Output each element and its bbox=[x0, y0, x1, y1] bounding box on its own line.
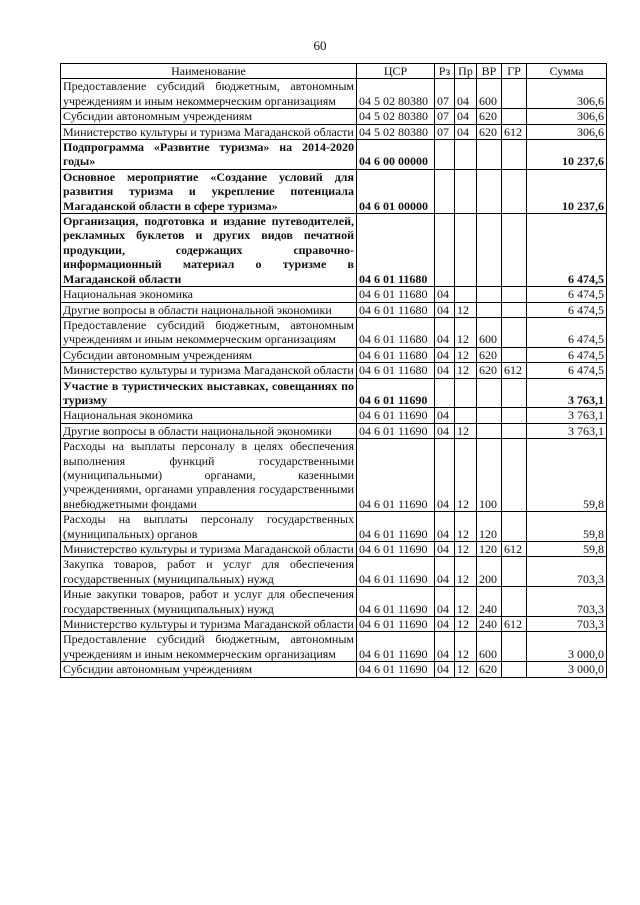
row-name: Предоставление субсидий бюджетным, автономным учреждениям и иным некоммерческим организациям bbox=[61, 317, 357, 347]
row-vr: 620 bbox=[477, 124, 502, 139]
row-gr bbox=[502, 512, 527, 542]
row-csr: 04 5 02 80380 bbox=[357, 124, 435, 139]
row-rz: 07 bbox=[435, 79, 455, 109]
table-header-row bbox=[61, 64, 607, 79]
row-vr bbox=[477, 302, 502, 317]
table-row bbox=[61, 408, 607, 423]
row-csr: 04 5 02 80380 bbox=[357, 79, 435, 109]
row-sum: 10 237,6 bbox=[527, 169, 607, 213]
row-gr bbox=[502, 423, 527, 438]
row-sum: 3 763,1 bbox=[527, 408, 607, 423]
table-row bbox=[61, 617, 607, 632]
table-row bbox=[61, 587, 607, 617]
row-csr: 04 6 01 11690 bbox=[357, 617, 435, 632]
row-gr bbox=[502, 378, 527, 408]
row-pr: 04 bbox=[455, 124, 477, 139]
row-vr: 100 bbox=[477, 439, 502, 512]
row-pr: 12 bbox=[455, 512, 477, 542]
table-row bbox=[61, 347, 607, 362]
row-name: Другие вопросы в области национальной экономики bbox=[61, 302, 357, 317]
header-vr: ВР bbox=[477, 64, 502, 79]
table-row bbox=[61, 512, 607, 542]
header-gr: ГР bbox=[502, 64, 527, 79]
row-gr bbox=[502, 347, 527, 362]
row-pr: 12 bbox=[455, 317, 477, 347]
page-number: 60 bbox=[313, 38, 327, 53]
row-sum: 703,3 bbox=[527, 587, 607, 617]
row-name: Расходы на выплаты персоналу государственных (муниципальных) органов bbox=[61, 512, 357, 542]
row-name: Субсидии автономным учреждениям bbox=[61, 347, 357, 362]
row-name: Другие вопросы в области национальной экономики bbox=[61, 423, 357, 438]
row-name: Министерство культуры и туризма Магаданской области bbox=[61, 617, 357, 632]
row-pr: 04 bbox=[455, 79, 477, 109]
row-pr: 12 bbox=[455, 439, 477, 512]
row-csr: 04 6 01 00000 bbox=[357, 169, 435, 213]
row-vr bbox=[477, 423, 502, 438]
header-name: Наименование bbox=[61, 64, 357, 79]
row-vr: 240 bbox=[477, 587, 502, 617]
row-vr: 120 bbox=[477, 542, 502, 557]
row-vr: 200 bbox=[477, 557, 502, 587]
row-vr: 240 bbox=[477, 617, 502, 632]
row-rz: 04 bbox=[435, 512, 455, 542]
row-csr: 04 6 01 11690 bbox=[357, 408, 435, 423]
row-vr bbox=[477, 408, 502, 423]
row-sum: 306,6 bbox=[527, 79, 607, 109]
row-rz: 04 bbox=[435, 408, 455, 423]
table-row bbox=[61, 302, 607, 317]
row-rz: 04 bbox=[435, 632, 455, 662]
row-sum: 306,6 bbox=[527, 109, 607, 124]
row-csr: 04 6 01 11680 bbox=[357, 302, 435, 317]
budget-table bbox=[60, 63, 607, 678]
header-rz: Рз bbox=[435, 64, 455, 79]
row-rz: 04 bbox=[435, 302, 455, 317]
row-pr: 12 bbox=[455, 347, 477, 362]
row-sum: 59,8 bbox=[527, 542, 607, 557]
row-gr bbox=[502, 587, 527, 617]
row-vr: 600 bbox=[477, 632, 502, 662]
table-row bbox=[61, 109, 607, 124]
row-name: Предоставление субсидий бюджетным, автономным учреждениям и иным некоммерческим организациям bbox=[61, 79, 357, 109]
row-pr: 12 bbox=[455, 632, 477, 662]
row-csr: 04 6 01 11690 bbox=[357, 542, 435, 557]
header-sum: Сумма bbox=[527, 64, 607, 79]
row-pr bbox=[455, 408, 477, 423]
row-pr: 12 bbox=[455, 617, 477, 632]
row-rz: 04 bbox=[435, 317, 455, 347]
row-csr: 04 6 00 00000 bbox=[357, 140, 435, 170]
row-pr bbox=[455, 287, 477, 302]
row-rz: 04 bbox=[435, 662, 455, 677]
row-sum: 10 237,6 bbox=[527, 140, 607, 170]
row-vr: 620 bbox=[477, 109, 502, 124]
row-vr bbox=[477, 378, 502, 408]
row-sum: 6 474,5 bbox=[527, 347, 607, 362]
row-name: Национальная экономика bbox=[61, 287, 357, 302]
table-row bbox=[61, 287, 607, 302]
row-name: Расходы на выплаты персоналу в целях обеспечения выполнения функций государственными (муниципальными) органами, казенными учреждениями, органами управления государственными внебюджетными фондами bbox=[61, 439, 357, 512]
row-pr bbox=[455, 140, 477, 170]
row-csr: 04 6 01 11680 bbox=[357, 317, 435, 347]
table-row bbox=[61, 363, 607, 378]
row-name: Подпрограмма «Развитие туризма» на 2014-2020 годы» bbox=[61, 140, 357, 170]
table-row bbox=[61, 378, 607, 408]
row-rz: 07 bbox=[435, 109, 455, 124]
row-gr bbox=[502, 169, 527, 213]
row-gr bbox=[502, 140, 527, 170]
row-name: Субсидии автономным учреждениям bbox=[61, 109, 357, 124]
row-gr bbox=[502, 557, 527, 587]
row-pr: 12 bbox=[455, 423, 477, 438]
row-gr bbox=[502, 214, 527, 287]
row-name: Министерство культуры и туризма Магаданской области bbox=[61, 363, 357, 378]
row-gr: 612 bbox=[502, 363, 527, 378]
row-rz: 04 bbox=[435, 287, 455, 302]
table-row bbox=[61, 317, 607, 347]
row-csr: 04 6 01 11680 bbox=[357, 347, 435, 362]
row-pr bbox=[455, 169, 477, 213]
row-pr: 12 bbox=[455, 587, 477, 617]
row-sum: 59,8 bbox=[527, 439, 607, 512]
row-gr: 612 bbox=[502, 124, 527, 139]
row-gr bbox=[502, 439, 527, 512]
row-name: Основное мероприятие «Создание условий для развития туризма и укрепление потенциала Магаданской области в сфере туризма» bbox=[61, 169, 357, 213]
row-name: Субсидии автономным учреждениям bbox=[61, 662, 357, 677]
table-row bbox=[61, 439, 607, 512]
row-csr: 04 6 01 11690 bbox=[357, 557, 435, 587]
row-vr: 620 bbox=[477, 347, 502, 362]
row-rz bbox=[435, 214, 455, 287]
row-csr: 04 6 01 11680 bbox=[357, 214, 435, 287]
table-row bbox=[61, 632, 607, 662]
header-csr: ЦСР bbox=[357, 64, 435, 79]
row-pr: 12 bbox=[455, 302, 477, 317]
row-csr: 04 6 01 11690 bbox=[357, 587, 435, 617]
row-pr: 12 bbox=[455, 363, 477, 378]
row-gr: 612 bbox=[502, 542, 527, 557]
row-csr: 04 6 01 11680 bbox=[357, 287, 435, 302]
row-sum: 6 474,5 bbox=[527, 302, 607, 317]
table-row bbox=[61, 423, 607, 438]
row-sum: 3 763,1 bbox=[527, 378, 607, 408]
row-rz: 04 bbox=[435, 363, 455, 378]
table-row bbox=[61, 140, 607, 170]
row-rz bbox=[435, 378, 455, 408]
row-gr: 612 bbox=[502, 617, 527, 632]
row-rz: 04 bbox=[435, 557, 455, 587]
row-vr bbox=[477, 214, 502, 287]
row-sum: 6 474,5 bbox=[527, 287, 607, 302]
row-rz: 04 bbox=[435, 587, 455, 617]
row-sum: 306,6 bbox=[527, 124, 607, 139]
row-name: Национальная экономика bbox=[61, 408, 357, 423]
table-row bbox=[61, 214, 607, 287]
row-name: Министерство культуры и туризма Магаданской области bbox=[61, 124, 357, 139]
row-rz: 04 bbox=[435, 542, 455, 557]
row-pr: 12 bbox=[455, 662, 477, 677]
row-vr bbox=[477, 140, 502, 170]
row-gr bbox=[502, 79, 527, 109]
row-csr: 04 6 01 11690 bbox=[357, 378, 435, 408]
row-csr: 04 6 01 11690 bbox=[357, 439, 435, 512]
row-gr bbox=[502, 109, 527, 124]
row-vr: 120 bbox=[477, 512, 502, 542]
row-sum: 703,3 bbox=[527, 557, 607, 587]
row-sum: 6 474,5 bbox=[527, 214, 607, 287]
row-sum: 59,8 bbox=[527, 512, 607, 542]
table-row bbox=[61, 79, 607, 109]
row-sum: 703,3 bbox=[527, 617, 607, 632]
row-csr: 04 6 01 11690 bbox=[357, 423, 435, 438]
table-row bbox=[61, 557, 607, 587]
row-csr: 04 5 02 80380 bbox=[357, 109, 435, 124]
row-rz: 07 bbox=[435, 124, 455, 139]
row-vr: 620 bbox=[477, 662, 502, 677]
row-gr bbox=[502, 408, 527, 423]
row-rz bbox=[435, 169, 455, 213]
row-gr bbox=[502, 287, 527, 302]
row-gr bbox=[502, 662, 527, 677]
row-pr: 12 bbox=[455, 542, 477, 557]
row-gr bbox=[502, 632, 527, 662]
row-csr: 04 6 01 11690 bbox=[357, 632, 435, 662]
row-sum: 6 474,5 bbox=[527, 363, 607, 378]
row-name: Иные закупки товаров, работ и услуг для обеспечения государственных (муниципальных) нужд bbox=[61, 587, 357, 617]
row-rz: 04 bbox=[435, 347, 455, 362]
row-vr bbox=[477, 287, 502, 302]
row-name: Организация, подготовка и издание путеводителей, рекламных буклетов и других видов печатной продукции, содержащих справочно-информационный материал о туризме в Магаданской области bbox=[61, 214, 357, 287]
row-gr bbox=[502, 317, 527, 347]
row-name: Предоставление субсидий бюджетным, автономным учреждениям и иным некоммерческим организациям bbox=[61, 632, 357, 662]
header-pr: Пр bbox=[455, 64, 477, 79]
row-pr: 12 bbox=[455, 557, 477, 587]
row-vr: 600 bbox=[477, 317, 502, 347]
row-rz: 04 bbox=[435, 423, 455, 438]
row-pr bbox=[455, 214, 477, 287]
row-vr: 620 bbox=[477, 363, 502, 378]
row-csr: 04 6 01 11690 bbox=[357, 512, 435, 542]
row-pr: 04 bbox=[455, 109, 477, 124]
table-row bbox=[61, 662, 607, 677]
row-name: Закупка товаров, работ и услуг для обеспечения государственных (муниципальных) нужд bbox=[61, 557, 357, 587]
row-sum: 6 474,5 bbox=[527, 317, 607, 347]
row-pr bbox=[455, 378, 477, 408]
row-gr bbox=[502, 302, 527, 317]
row-rz: 04 bbox=[435, 439, 455, 512]
row-rz: 04 bbox=[435, 617, 455, 632]
row-vr: 600 bbox=[477, 79, 502, 109]
table-row bbox=[61, 542, 607, 557]
row-name: Министерство культуры и туризма Магаданской области bbox=[61, 542, 357, 557]
row-csr: 04 6 01 11690 bbox=[357, 662, 435, 677]
table-row bbox=[61, 169, 607, 213]
row-name: Участие в туристических выставках, совещаниях по туризму bbox=[61, 378, 357, 408]
row-sum: 3 000,0 bbox=[527, 632, 607, 662]
row-sum: 3 763,1 bbox=[527, 423, 607, 438]
row-rz bbox=[435, 140, 455, 170]
row-vr bbox=[477, 169, 502, 213]
table-row bbox=[61, 124, 607, 139]
row-sum: 3 000,0 bbox=[527, 662, 607, 677]
row-csr: 04 6 01 11680 bbox=[357, 363, 435, 378]
